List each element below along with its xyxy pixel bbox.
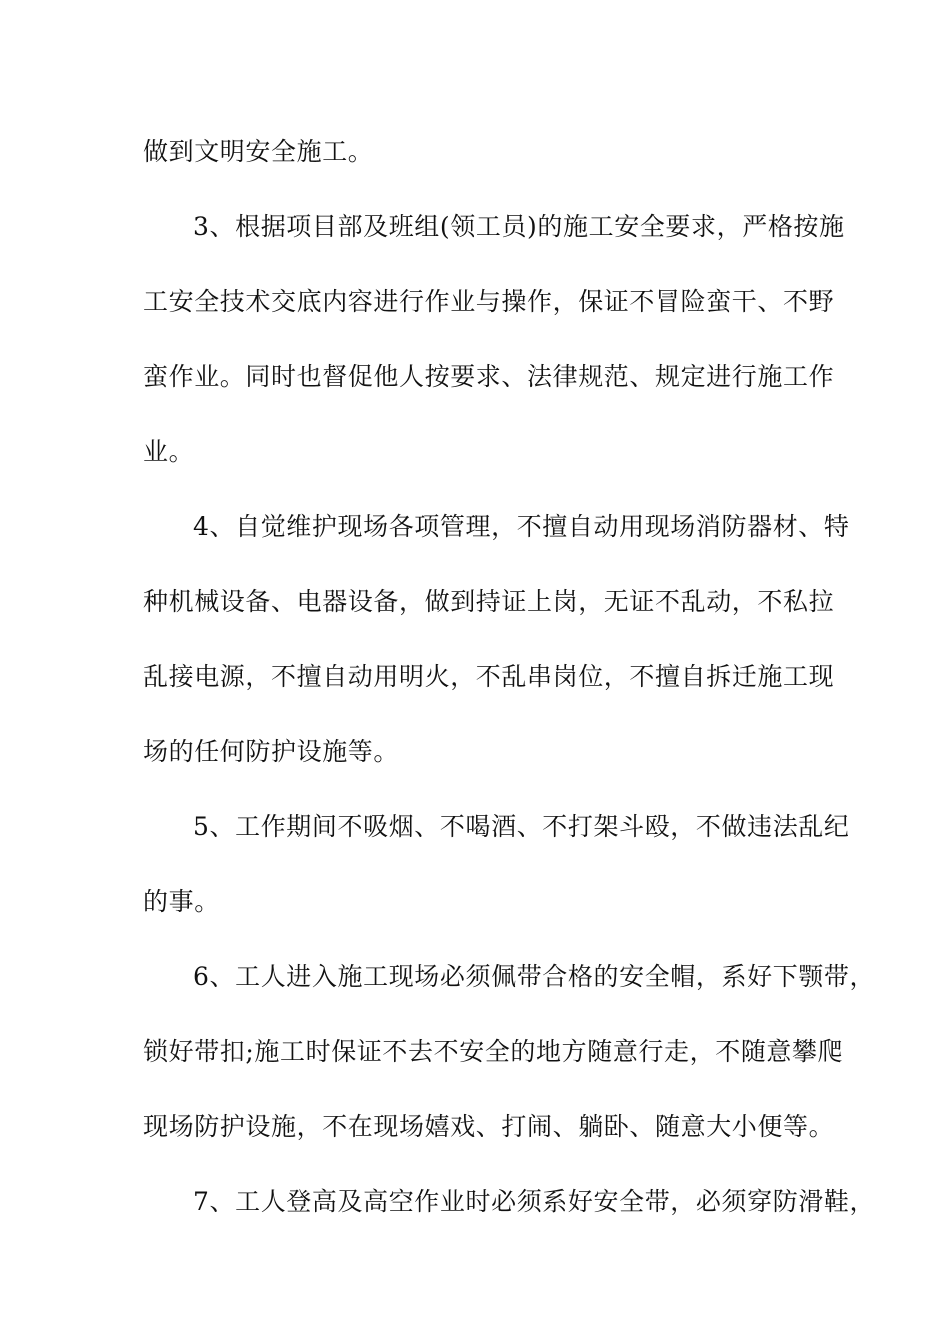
text-line: 乱接电源，不擅自动用明火，不乱串岗位，不擅自拆迁施工现 xyxy=(143,662,835,691)
text-line: 现场防护设施，不在现场嬉戏、打闹、躺卧、随意大小便等。 xyxy=(143,1112,835,1141)
paragraph-4-line: 4、自觉维护现场各项管理，不擅自动用现场消防器材、特 xyxy=(193,512,850,541)
paragraph-5-line: 5、工作期间不吸烟、不喝酒、不打架斗殴，不做违法乱纪 xyxy=(193,812,850,841)
text-line: 做到文明安全施工。 xyxy=(143,137,374,166)
text-line: 蛮作业。同时也督促他人按要求、法律规范、规定进行施工作 xyxy=(143,362,835,391)
text-line: 的事。 xyxy=(143,887,220,916)
text-line: 业。 xyxy=(143,437,195,466)
text-line: 种机械设备、电器设备，做到持证上岗，无证不乱动，不私拉 xyxy=(143,587,835,616)
text-line: 锁好带扣;施工时保证不去不安全的地方随意行走，不随意攀爬 xyxy=(143,1037,844,1066)
text-line: 场的任何防护设施等。 xyxy=(143,737,400,766)
paragraph-3-line: 3、根据项目部及班组(领工员)的施工安全要求，严格按施 xyxy=(193,212,845,241)
text-line: 工安全技术交底内容进行作业与操作，保证不冒险蛮干、不野 xyxy=(143,287,835,316)
paragraph-6-line: 6、工人进入施工现场必须佩带合格的安全帽，系好下颚带， xyxy=(193,962,876,991)
paragraph-7-line: 7、工人登高及高空作业时必须系好安全带，必须穿防滑鞋， xyxy=(193,1187,876,1216)
